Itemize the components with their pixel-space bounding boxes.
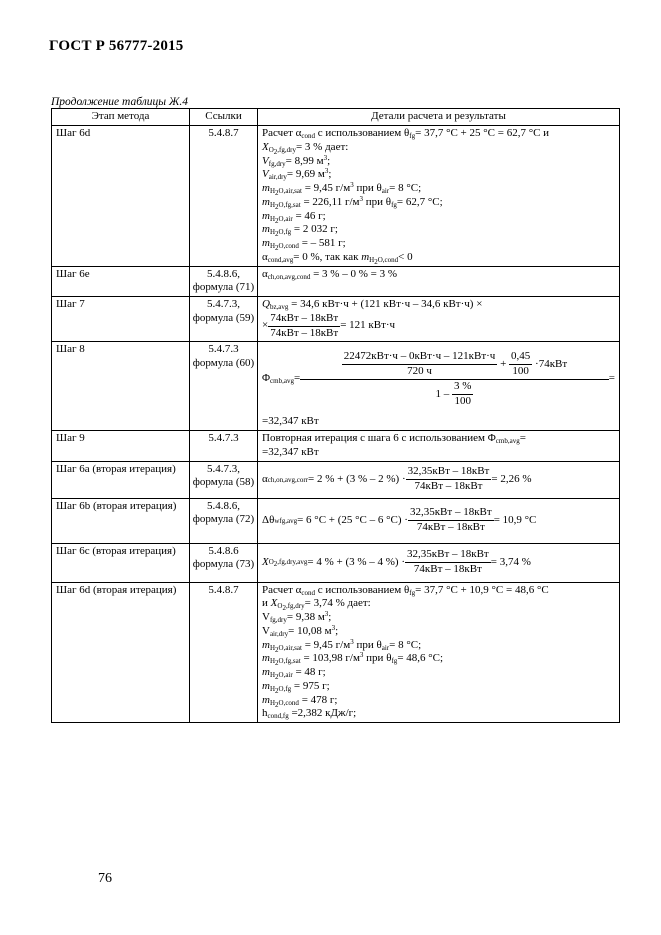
stage-cell: Шаг 6c (вторая итерация): [52, 543, 190, 582]
details-cell: [258, 498, 620, 543]
ref-cell: 5.4.7.3: [190, 431, 258, 462]
detail-line: $m_{H_2O,fg,sat} = 226,11$ $г/м^3$ при $\theta_{fg}= 62,7$ °C;: [262, 194, 443, 211]
ref-cell: 5.4.8.7: [190, 126, 258, 267]
table-row: [52, 342, 620, 431]
detail-line: $m_{H_2O,air,sat} = 9,45$ $г/м^3$ при $\theta_{air}= 8$ °C;: [262, 181, 422, 197]
detail-line: $V_{air,dry}= 10,08$ $м^3$;: [262, 623, 339, 638]
detail-line: $m_{H_2O,cond} = 478$ г;: [262, 693, 338, 709]
ref-cell: 5.4.7.3, формула (58): [190, 461, 258, 498]
detail-line: $m_{H_2O,air} = 48$ г;: [262, 666, 326, 681]
stage-cell: Шаг 6b (вторая итерация): [52, 498, 190, 543]
formula: $\alpha_{ch,on,avg,cond} = 3$ % – 0 % = 3 %: [262, 267, 397, 281]
detail-line: $V_{air,dry}= 9,69$ $м^3$;: [262, 167, 332, 182]
fraction: $\frac{\text{22472кВт·ч – 0кВт·ч – 121кВт·ч}}{720 ч}$ + $\frac{0,45}{100}$ ·74кВт 1 – $\frac{3 \%}{100}$: [300, 350, 609, 408]
table-row: [52, 297, 620, 342]
detail-line: $m_{H_2O,air,sat} = 9,45$ $г/м^3$ при $\theta_{air}= 8$ °C;: [262, 637, 422, 654]
table-row: [52, 431, 620, 462]
fraction: $\frac{\text{32,35кВт – 18кВт}}{\text{74кВт – 18кВт}}$: [407, 548, 489, 575]
details-cell: [258, 431, 620, 462]
fraction: $\frac{\text{32,35кВт – 18кВт}}{\text{74кВт – 18кВт}}$: [409, 506, 492, 533]
col-header-details: Детали расчета и результаты: [258, 109, 620, 126]
col-header-stage: Этап метода: [52, 109, 190, 126]
fraction: $\frac{\text{32,35кВт – 18кВт}}{\text{74кВт – 18кВт}}$: [407, 465, 490, 492]
formula: $\Phi_{cmb,avg}=$ $\frac{\text{22472кВт·ч – 0кВт·ч – 121кВт·ч}}{720 ч}$ + $\frac{0,45}{100}$ ·74кВт 1 – $\frac{3 \%}{100}$ =: [262, 350, 615, 407]
fraction: $\frac{\text{74кВт – 18кВт}}{\text{74кВт – 18кВт}}$: [270, 311, 339, 339]
detail-line: Расчет $\alpha_{cond}$ с использованием $\theta_{fg}= 37,7$ °C + 25 °C = 62,7 °C и: [262, 127, 550, 140]
stage-cell: Шаг 9: [52, 431, 190, 462]
formula: Δθ wfg,avg = 6 °C + (25 °C – 6 °C) · $\frac{\text{32,35кВт – 18кВт}}{\text{74кВт – 18кВт}}$ = 10,9 °C: [262, 506, 537, 533]
detail-line: и $X_{O_2,fg,dry}= 3,74$ % дает:: [262, 597, 371, 613]
ref-cell: 5.4.7.3 формула (60): [190, 342, 258, 431]
detail-line: $\alpha_{cond,avg}= 0$ %, так как $m_{H_2O,cond}< 0$: [262, 250, 413, 266]
details-cell: [258, 543, 620, 582]
formula-line: $Q_{bz,avg} = 34,6$ кВт·ч + (121 кВт·ч – 34,6 кВт·ч) ×: [262, 298, 483, 311]
page-number: 76: [98, 871, 112, 886]
detail-line: Повторная итерация с шага 6 с использованием $\Phi_{cmb,avg}=$: [262, 432, 526, 445]
detail-line: $m_{H_2O,fg} = 2$ 032 г;: [262, 223, 338, 239]
detail-line: $X_{O_2,fg,dry}= 3$ % дает:: [262, 140, 349, 156]
stage-cell: Шаг 6a (вторая итерация): [52, 461, 190, 498]
table-row: [52, 582, 620, 723]
standard-code: ГОСТ Р 56777-2015: [49, 38, 184, 54]
formula: α ch,on,avg,corr = 2 % + (3 % – 2 %) · $\frac{\text{32,35кВт – 18кВт}}{\text{74кВт – 18кВт}}$ = 2,26 %: [262, 465, 532, 492]
ref-cell: 5.4.8.6, формула (71): [190, 266, 258, 297]
calculation-table: [51, 108, 620, 723]
table-row: [52, 126, 620, 267]
stage-cell: Шаг 6d (вторая итерация): [52, 582, 190, 723]
detail-line: $m_{H_2O,fg} = 975$ г;: [262, 679, 330, 695]
stage-cell: Шаг 6e: [52, 266, 190, 297]
details-cell: [258, 126, 620, 267]
stage-cell: Шаг 7: [52, 297, 190, 342]
col-header-refs: Ссылки: [190, 109, 258, 126]
detail-line: Расчет $\alpha_{cond}$ с использованием $\theta_{fg}= 37,7$ °C + 10,9 °C = 48,6 °C: [262, 583, 549, 597]
ref-cell: 5.4.8.7: [190, 582, 258, 723]
formula: X $O_2,fg,dry,avg$ = 4 % + (3 % – 4 %) · $\frac{\text{32,35кВт – 18кВт}}{\text{74кВт – 18кВт}}$ = 3,74 %: [262, 548, 531, 575]
table-caption: Продолжение таблицы Ж.4: [51, 96, 189, 108]
detail-line: =32,347 кВт: [262, 445, 319, 458]
detail-line: $m_{H_2O,fg,sat} = 103,98$ $г/м^3$ при $\theta_{fg}= 48,6$ °C;: [262, 651, 444, 668]
ref-cell: 5.4.7.3, формула (59): [190, 297, 258, 342]
table-row: [52, 461, 620, 498]
detail-line: $h_{cond,fg} =2,382$ кДж/г;: [262, 707, 357, 721]
details-cell: [258, 266, 620, 297]
stage-cell: Шаг 8: [52, 342, 190, 431]
detail-line: $V_{fg,dry}= 8,99$ $м^3$;: [262, 153, 331, 168]
detail-line: $m_{H_2O,cond}$ = – 581 г;: [262, 237, 346, 252]
table-row: [52, 498, 620, 543]
detail-line: $V_{fg,dry}= 9,38$ $м^3$;: [262, 610, 332, 624]
table-row: [52, 266, 620, 297]
details-cell: [258, 342, 620, 431]
detail-line: $m_{H_2O,air} = 46$ г;: [262, 209, 326, 225]
details-cell: [258, 461, 620, 498]
details-cell: [258, 582, 620, 723]
result-line: =32,347 кВт: [262, 415, 319, 428]
table-row: [52, 543, 620, 582]
stage-cell: Шаг 6d: [52, 126, 190, 267]
ref-cell: 5.4.8.6, формула (72): [190, 498, 258, 543]
ref-cell: 5.4.8.6 формула (73): [190, 543, 258, 582]
table-header-row: [52, 109, 620, 126]
formula-line: × $\frac{\text{74кВт – 18кВт}}{\text{74кВт – 18кВт}}$ = 121 кВт·ч: [262, 311, 396, 339]
details-cell: [258, 297, 620, 342]
